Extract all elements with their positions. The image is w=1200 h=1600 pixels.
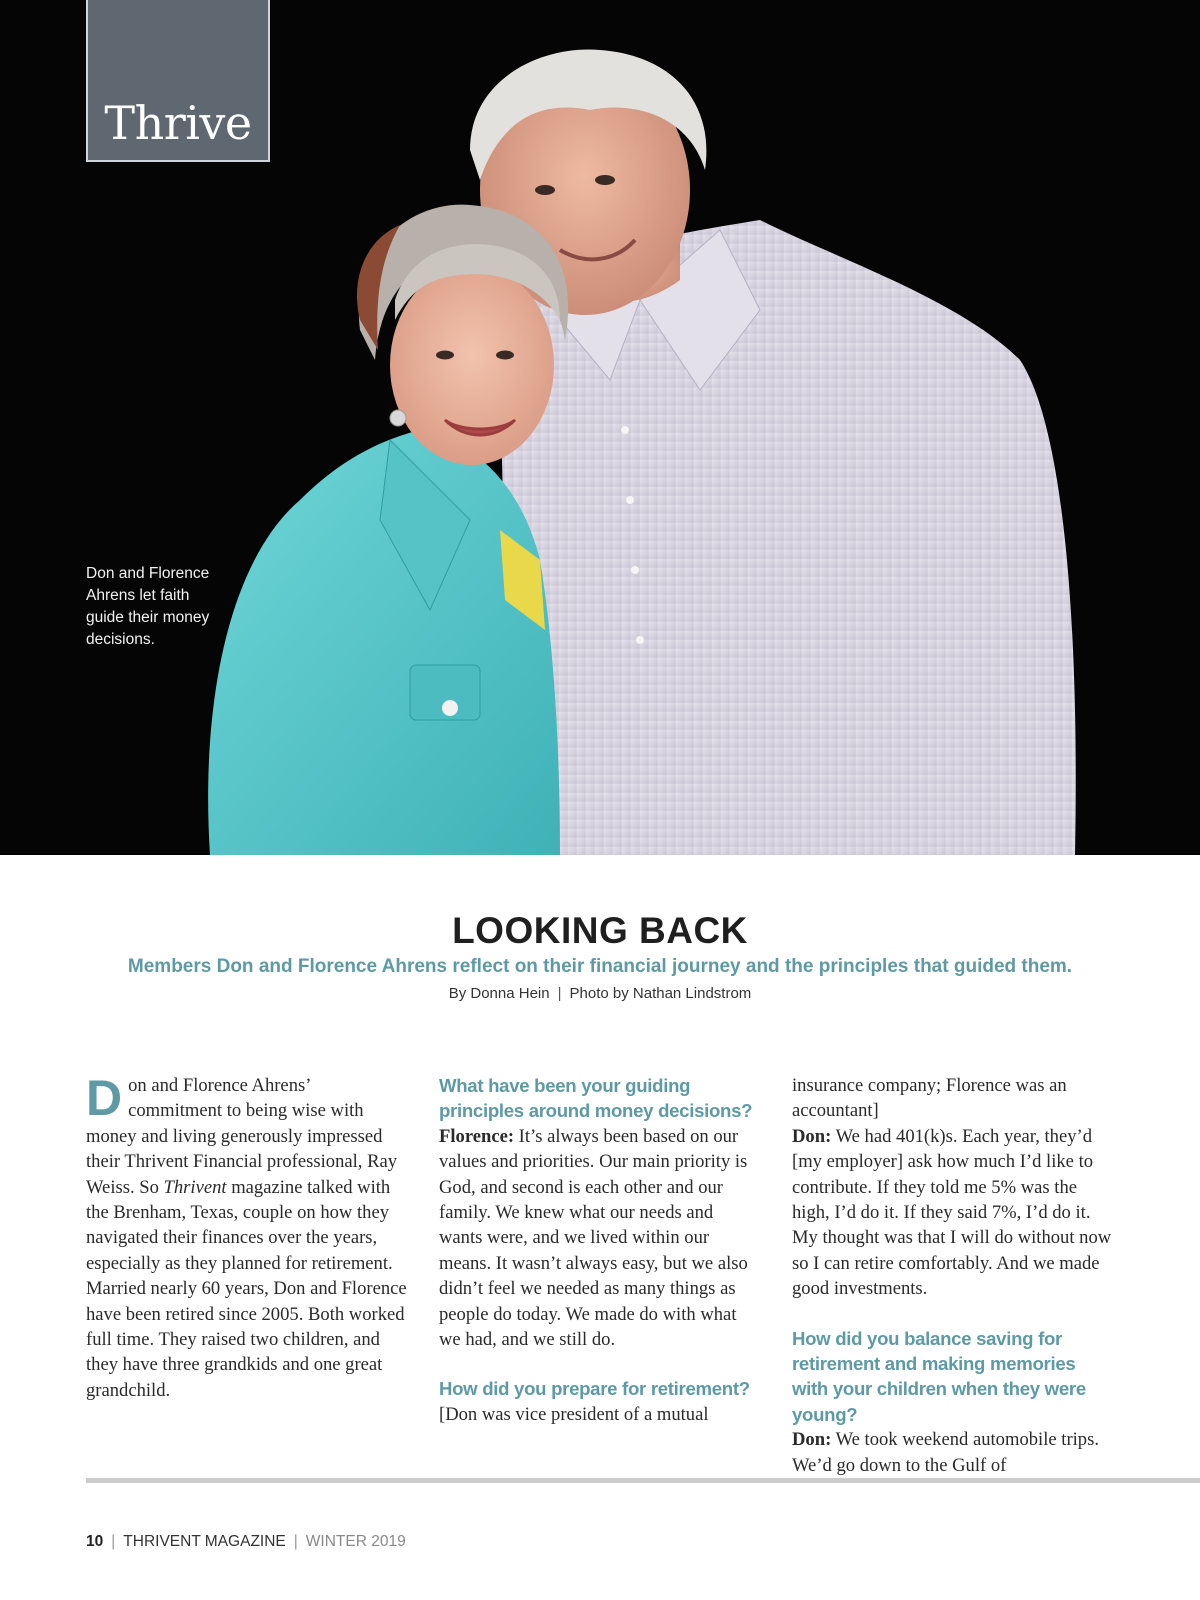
intro-paragraph — [86, 1070, 408, 1403]
answer-text: We had 401(k)s. Each year, they’d [my employer] ask how much I’d like to contribute. If they told me 5% was the high, I’d do it. If they said 7%, I’d do it. My thought was that I will do without now so I can retire comfortably. And we made good investments. — [792, 1125, 1112, 1300]
article-column-2 — [439, 1073, 761, 1427]
byline-separator: | — [557, 985, 562, 1002]
question-heading: What have been your guiding principles around money decisions? — [439, 1075, 753, 1122]
section-label: Thrive — [104, 96, 252, 150]
author-credit: By Donna Hein — [448, 985, 550, 1002]
answer-continuation: insurance company; Florence was an accountant] — [792, 1075, 1067, 1122]
page-footer — [86, 1533, 406, 1551]
footer-divider — [86, 1478, 1200, 1483]
speaker-label: Florence: — [439, 1125, 515, 1147]
photo-credit: Photo by Nathan Lindstrom — [569, 985, 752, 1002]
intro-text-b: magazine talked with the Brenham, Texas, couple on how they navigated their finances over the years, especially as they planned for retirement. Married nearly 60 years, Don and Florence have been retired since 2005. Both worked full time. They raised two children, and they have three grandkids and one great grandchild. — [86, 1176, 407, 1401]
photo-caption: Don and Florence Ahrens let faith guide their money decisions. — [86, 565, 210, 648]
answer-paragraph — [439, 1124, 761, 1353]
speaker-label: Don: — [792, 1429, 832, 1451]
answer-paragraph — [792, 1124, 1114, 1302]
answer-text: We took weekend automobile trips. We’d go down to the Gulf of — [792, 1429, 1099, 1476]
footer-separator: | — [293, 1533, 298, 1550]
issue-date: WINTER 2019 — [305, 1533, 406, 1550]
answer-paragraph — [792, 1427, 1114, 1478]
page-number: 10 — [86, 1533, 104, 1550]
article-column-3 — [792, 1073, 1114, 1478]
section-tag — [86, 0, 270, 162]
publication-name: THRIVENT MAGAZINE — [123, 1533, 286, 1550]
article-dek: Members Don and Florence Ahrens reflect on their financial journey and the principles that guided them. — [127, 956, 1073, 977]
question-heading: How did you prepare for retirement? — [439, 1378, 750, 1400]
answer-paragraph: [Don was vice president of a mutual — [439, 1403, 709, 1425]
article-column-1 — [86, 1070, 408, 1403]
drop-cap: D — [86, 1070, 123, 1126]
answer-text: It’s always been based on our values and priorities. Our main priority is God, and second is each other and our family. We knew what our needs and wants were, and we lived within our means. It wasn’t always easy, but we also didn’t feel we needed as many things as people do today. We made do with what we had, and we still do. — [439, 1125, 748, 1351]
intro-text-italic: Thrivent — [163, 1176, 227, 1198]
speaker-label: Don: — [792, 1125, 832, 1147]
article-byline — [0, 985, 1200, 1002]
intro-text-a: on and Florence Ahrens’ commitment to being wise with money and living generously impressed their Thrivent Financial professional, Ray Weiss. So — [86, 1075, 398, 1198]
footer-separator: | — [111, 1533, 116, 1550]
article-headline: LOOKING BACK — [452, 910, 748, 951]
question-heading: How did you balance saving for retirement and making memories with your children when they were young? — [792, 1327, 1086, 1425]
